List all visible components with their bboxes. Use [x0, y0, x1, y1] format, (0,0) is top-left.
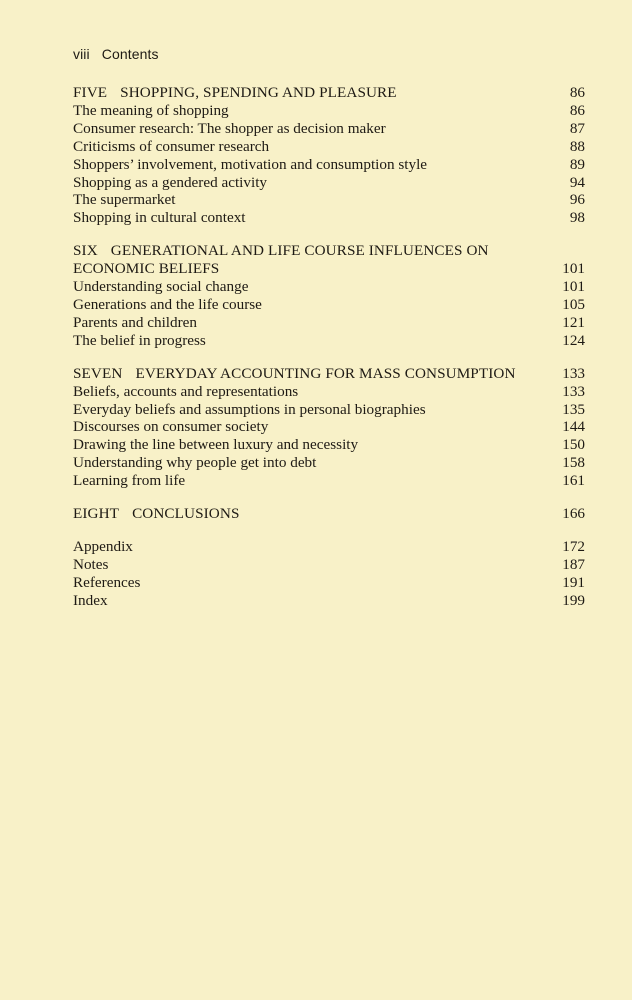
back-matter-page: 191	[562, 573, 585, 591]
section-entry	[73, 174, 585, 192]
chapter-page: 166	[562, 505, 585, 523]
section-title: Consumer research: The shopper as decision maker	[73, 119, 386, 137]
chapter-number: FIVE	[73, 84, 108, 101]
section-page: 86	[569, 101, 585, 119]
chapter-title: CONCLUSIONS	[132, 505, 240, 523]
back-matter-entry	[73, 592, 585, 610]
table-of-contents	[73, 84, 585, 610]
section-page: 96	[569, 191, 585, 209]
section-page: 88	[569, 137, 585, 155]
section-page: 161	[562, 472, 585, 490]
section-page: 121	[562, 313, 585, 331]
back-matter	[73, 538, 585, 610]
section-page: 144	[562, 418, 585, 436]
chapter-six	[73, 242, 585, 349]
running-head	[73, 46, 159, 62]
chapter-eight	[73, 505, 585, 523]
chapter-seven	[73, 365, 585, 490]
section-entry	[73, 138, 585, 156]
section-page: 135	[562, 400, 585, 418]
section-title: Generations and the life course	[73, 295, 262, 313]
section-title: Understanding why people get into debt	[73, 454, 317, 472]
section-entry	[73, 454, 585, 472]
back-matter-page: 187	[562, 555, 585, 573]
section-title: Shoppers’ involvement, motivation and consumption style	[73, 155, 428, 173]
section-page: 105	[562, 295, 585, 313]
section-entry	[73, 296, 585, 314]
section-title: Parents and children	[73, 313, 197, 331]
chapter-page: 86	[569, 84, 585, 101]
chapter-number: EIGHT	[73, 505, 120, 523]
section-title: Criticisms of consumer research	[73, 137, 270, 155]
section-entry	[73, 472, 585, 490]
section-page: 101	[562, 278, 585, 296]
section-entry	[73, 120, 585, 138]
section-entry	[73, 191, 585, 209]
back-matter-title: Appendix	[73, 537, 133, 555]
chapter-number: SEVEN	[73, 364, 123, 382]
chapter-title-line-2: ECONOMIC BELIEFS	[73, 260, 220, 278]
chapter-heading	[73, 505, 585, 523]
chapter-page: 133	[562, 364, 585, 382]
chapter-page: 101	[562, 260, 585, 278]
back-matter-title: Index	[73, 591, 108, 609]
section-page: 98	[569, 209, 585, 227]
chapter-heading	[73, 365, 585, 383]
section-entry	[73, 278, 585, 296]
chapter-heading-continued	[73, 260, 585, 278]
back-matter-entry	[73, 574, 585, 592]
section-page: 150	[562, 436, 585, 454]
section-title: The supermarket	[73, 191, 176, 209]
section-entry	[73, 156, 585, 174]
section-title: Discourses on consumer society	[73, 418, 269, 436]
section-title: Understanding social change	[73, 278, 249, 296]
section-page: 89	[569, 155, 585, 173]
back-matter-entry	[73, 538, 585, 556]
section-page: 133	[562, 382, 585, 400]
running-head-title: Contents	[101, 46, 159, 62]
section-entry	[73, 209, 585, 227]
section-title: Shopping in cultural context	[73, 209, 246, 227]
section-title: Beliefs, accounts and representations	[73, 382, 299, 400]
section-title: Shopping as a gendered activity	[73, 173, 268, 191]
section-entry	[73, 401, 585, 419]
chapter-title: EVERYDAY ACCOUNTING FOR MASS CONSUMPTION	[135, 364, 516, 382]
section-entry	[73, 418, 585, 436]
section-entry	[73, 436, 585, 454]
back-matter-page: 199	[562, 591, 585, 609]
chapter-heading	[73, 84, 585, 102]
chapter-number: SIX	[73, 242, 98, 260]
page-number: viii	[73, 46, 90, 62]
section-title: Drawing the line between luxury and necessity	[73, 436, 359, 454]
back-matter-page: 172	[562, 537, 585, 555]
section-title: The belief in progress	[73, 331, 206, 349]
section-entry	[73, 314, 585, 332]
section-page: 158	[562, 454, 585, 472]
chapter-five	[73, 84, 585, 227]
section-page: 94	[569, 173, 585, 191]
chapter-title: GENERATIONAL AND LIFE COURSE INFLUENCES ON	[110, 242, 489, 260]
section-page: 124	[562, 331, 585, 349]
section-entry	[73, 332, 585, 350]
section-title: Learning from life	[73, 472, 186, 490]
section-title: The meaning of shopping	[73, 101, 229, 119]
chapter-title: SHOPPING, SPENDING AND PLEASURE	[120, 84, 397, 101]
chapter-heading	[73, 242, 585, 260]
section-page: 87	[569, 119, 585, 137]
section-title: Everyday beliefs and assumptions in personal biographies	[73, 400, 426, 418]
back-matter-title: References	[73, 573, 141, 591]
section-entry	[73, 383, 585, 401]
back-matter-title: Notes	[73, 555, 109, 573]
section-entry	[73, 102, 585, 120]
back-matter-entry	[73, 556, 585, 574]
